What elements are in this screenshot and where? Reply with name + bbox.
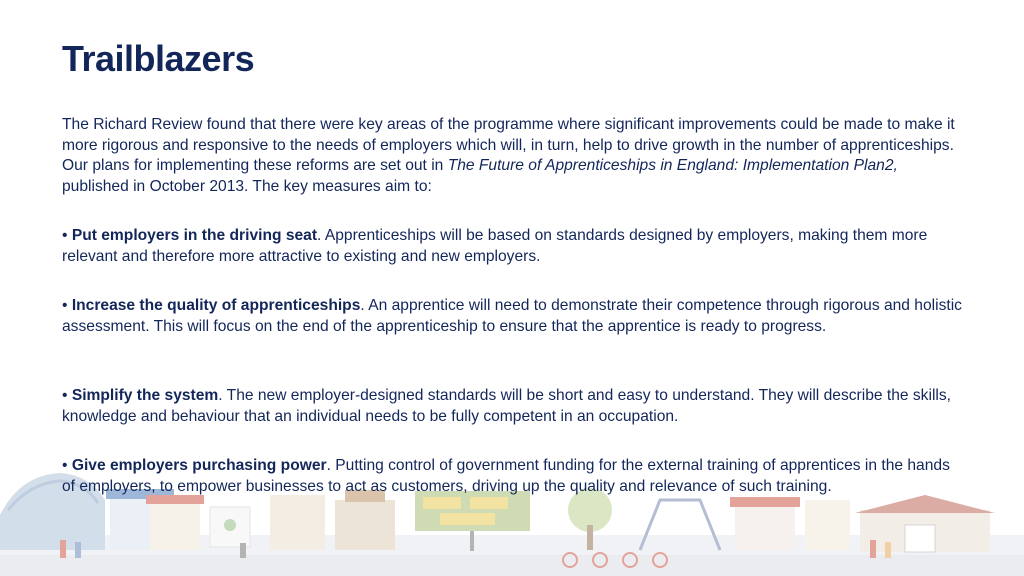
intro-text-2: published in October 2013. The key measures aim to: (62, 177, 432, 195)
bullet-marker: • (62, 227, 68, 244)
bullet-item (62, 386, 967, 427)
bullet-heading: Increase the quality of apprenticeships (71, 297, 361, 314)
bullet-text: . An apprentice will need to demonstrate their competence through rigorous and holistic assessment. This will focus on the end of the apprenticeship to ensure that the apprentice is ready to progress. (62, 297, 962, 335)
intro-text-1: The Richard Review found that there were key areas of the programme where significant improvements could be made to make it more rigorous and responsive to the needs of employers which will, in turn, help to drive growth in the number of apprenticeships. Our plans for implementing these reforms are set out in (62, 116, 955, 174)
bullet-item (62, 456, 967, 497)
bullet-marker: • (62, 387, 68, 404)
bullet-heading: Give employers purchasing power (71, 457, 327, 474)
bullet-item (62, 226, 967, 267)
bullet-text: . Apprenticeships will be based on standards designed by employers, making them more relevant and therefore more attractive to existing and new employers. (62, 227, 928, 265)
bullet-text: . The new employer-designed standards will be short and easy to understand. They will describe the skills, knowledge and behaviour that an individual needs to be fully competent in an occupation. (62, 387, 951, 425)
bullet-heading: Simplify the system (71, 387, 219, 404)
slide-title: Trailblazers (62, 38, 255, 79)
bullet-marker: • (62, 457, 68, 474)
intro-paragraph (62, 115, 967, 197)
bullet-item (62, 296, 967, 337)
bullet-heading: Put employers in the driving seat (71, 227, 318, 244)
intro-italic-title: The Future of Apprenticeships in England: Implementation Plan2, (447, 157, 898, 174)
bullet-text: . Putting control of government funding for the external training of apprentices in the hands of employers, to empower businesses to act as customers, driving up the quality and relevance of such training. (62, 457, 950, 495)
bullet-marker: • (62, 297, 68, 314)
